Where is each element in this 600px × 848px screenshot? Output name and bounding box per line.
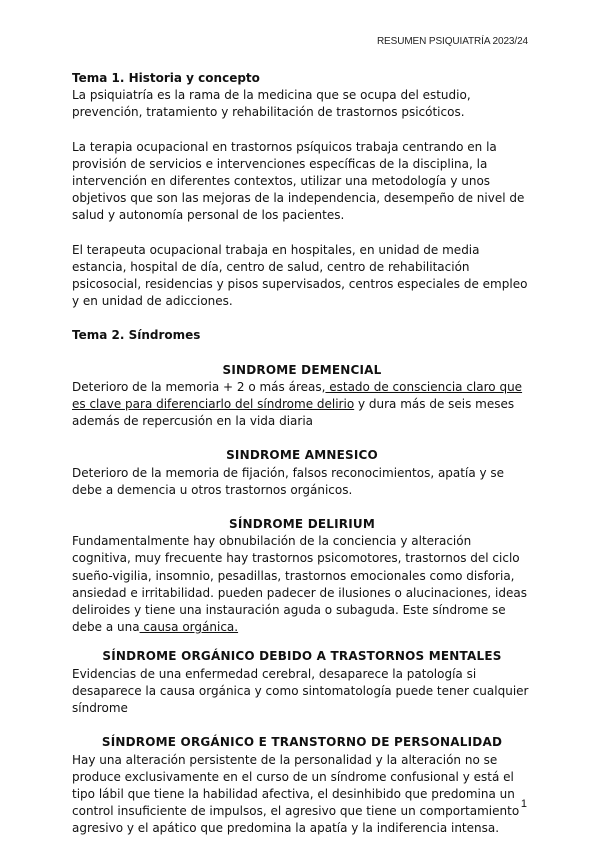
demencial-underlined: estado de consciencia claro que es clave para diferenciarlo del síndrome delirio bbox=[72, 379, 523, 412]
demencial-text-a: Deterioro de la memoria + 2 o más áreas, bbox=[72, 379, 326, 394]
heading-demencial: SINDROME DEMENCIAL bbox=[222, 362, 382, 377]
section-title-tema1: Tema 1. Historia y concepto bbox=[72, 71, 260, 85]
page-number: 1 bbox=[520, 798, 527, 810]
paragraph-definition: La psiquiatría es la rama de la medicina que se ocupa del estudio, prevención, tratamiento y rehabilitación de trastornos psicóticos. bbox=[72, 88, 471, 120]
heading-personalidad: SÍNDROME ORGÁNICO E TRANSTORNO DE PERSONALIDAD bbox=[101, 735, 503, 750]
section-title-tema2: Tema 2. Síndromes bbox=[72, 328, 201, 343]
heading-amnesico: SINDROME AMNESICO bbox=[226, 448, 378, 463]
paragraph-amnesico: Deterioro de la memoria de fijación, falsos reconocimientos, apatía y se debe a demencia u otros trastornos orgánicos. bbox=[72, 465, 505, 497]
paragraph-personalidad: Hay una alteración persistente de la personalidad y la alteración no se produce exclusivamente en el curso de un síndrome confusional y está el tipo lábil que tiene la habilidad afectiva, el desinhibido que predomina un control insuficiente de impulsos, el agresivo que tiene un comportamiento agresivo y el apático que predomina la apatía y la indiferencia intensa. bbox=[72, 752, 520, 836]
paragraph-organico: Evidencias de una enfermedad cerebral, desaparece la patología si desaparece la causa orgánica y como sintomatología puede tener cualquier síndrome bbox=[72, 666, 529, 716]
delirium-text-a: Fundamentalmente hay obnubilación de la conciencia y alteración cognitiva, muy frecuente hay trastornos psicomotores, trastornos del ciclo sueño-vigilia, insomnio, pesadillas, trastornos emocionales como disforia, ansiedad e irritabilidad. pueden padecer de ilusiones o alucinaciones, ideas deliroides y tiene una instauración aguda o subaguda. Este síndrome se debe a una bbox=[72, 534, 527, 635]
document-body bbox=[72, 70, 532, 838]
paragraph-terapia: La terapia ocupacional en trastornos psíquicos trabaja centrando en la provisión de servicios e intervenciones específicas de la disciplina, la intervención en diferentes contextos, utilizar una metodología y unos objetivos que son las mejoras de la independencia, desempeño de nivel de salud y autonomía personal de los pacientes. bbox=[72, 139, 525, 223]
demencial-text-b: y dura más de seis meses además de repercusión en la vida diaria bbox=[72, 397, 515, 429]
paragraph-terapeuta: El terapeuta ocupacional trabaja en hospitales, en unidad de media estancia, hospital de día, centro de salud, centro de rehabilitación psicosocial, residencias y pisos supervisados, centros especiales de empleo y en unidad de adicciones. bbox=[72, 242, 528, 309]
heading-organico: SÍNDROME ORGÁNICO DEBIDO A TRASTORNOS MENTALES bbox=[102, 649, 502, 664]
heading-delirium: SÍNDROME DELIRIUM bbox=[229, 517, 375, 532]
document-header: RESUMEN PSIQUIATRÍA 2023/24 bbox=[376, 36, 528, 47]
paragraph-delirium bbox=[72, 533, 532, 636]
delirium-underlined: causa orgánica. bbox=[139, 620, 239, 635]
paragraph-demencial bbox=[72, 379, 532, 431]
